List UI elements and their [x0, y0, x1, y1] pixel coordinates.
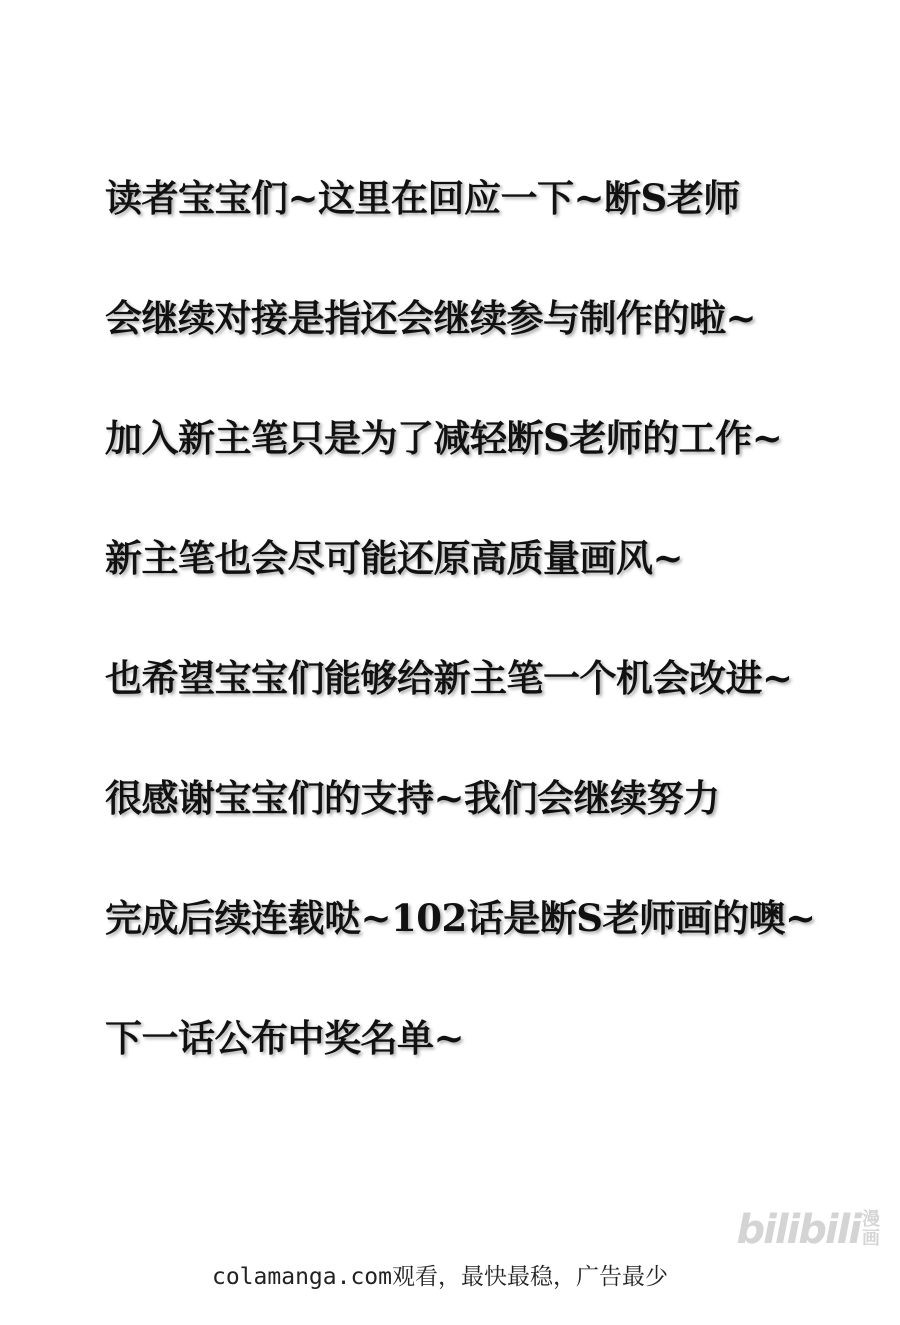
note-line-5: 也希望宝宝们能够给新主笔一个机会改进~	[105, 656, 793, 700]
source-footer: colamanga.com观看，最快最稳，广告最少	[211, 1264, 668, 1290]
bilibili-logo: bilibili	[736, 1207, 860, 1253]
note-line-8: 下一话公布中奖名单~	[105, 1016, 465, 1060]
bilibili-manga-watermark	[736, 1207, 880, 1253]
manga-label-top: 漫	[862, 1209, 880, 1231]
note-line-7: 完成后续连载哒~102话是断S老师画的噢~	[105, 896, 816, 940]
note-line-4: 新主笔也会尽可能还原高质量画风~	[105, 536, 684, 580]
manga-label-bottom: 画	[862, 1228, 880, 1249]
note-line-6: 很感谢宝宝们的支持~我们会继续努力	[105, 776, 720, 820]
note-line-1: 读者宝宝们~这里在回应一下~断S老师	[105, 176, 740, 220]
note-line-3: 加入新主笔只是为了减轻断S老师的工作~	[105, 416, 783, 460]
note-line-2: 会继续对接是指还会继续参与制作的啦~	[105, 296, 757, 340]
manga-label	[862, 1211, 880, 1249]
